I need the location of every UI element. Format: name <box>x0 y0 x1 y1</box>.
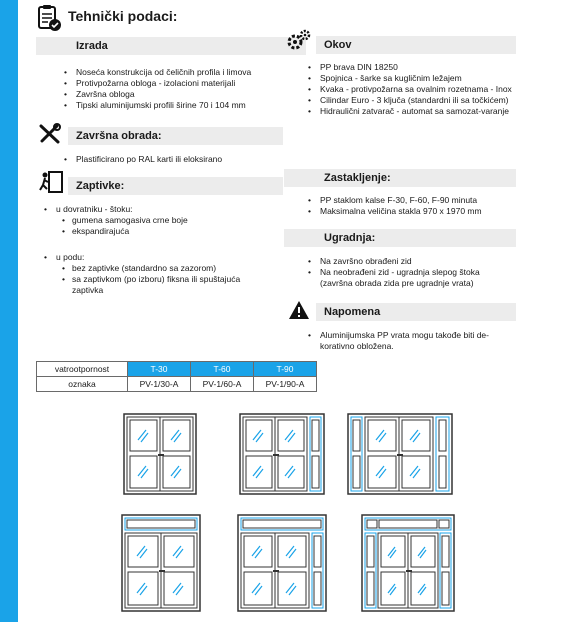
list-item: • Na završno obrađeni zid <box>302 256 512 267</box>
list-item: • Završna obloga <box>58 89 273 100</box>
fire-rating-table <box>36 361 317 392</box>
napomena-header <box>316 303 516 321</box>
door-drawing-double-top-two-sides <box>358 512 458 614</box>
warning-icon <box>288 300 310 320</box>
list-item: • Na neobrađeni zid - ugradnja slepog štoka (završna obrada zida pre ugradnje vrata) <box>302 267 512 289</box>
table-row <box>37 377 317 392</box>
list-item: • PP brava DIN 18250 <box>302 62 512 73</box>
list-item: • Noseća konstrukcija od čeličnih profila i limova <box>58 67 273 78</box>
list-item: • bez zaptivke (standardno sa zazorom) <box>60 263 260 274</box>
list-item: • Cilindar Euro - 3 ključa (standardni ili sa točkićem) <box>302 95 512 106</box>
zavrsna-list <box>58 154 273 165</box>
izrada-heading: Izrada <box>76 40 108 52</box>
zastakljenje-header <box>284 169 516 187</box>
list-item: • Protivpožarna obloga - izolacioni materijali <box>58 78 273 89</box>
napomena-list <box>302 330 507 352</box>
table-row-label: vatrootpornost <box>37 362 128 377</box>
code-cell: PV-1/30-A <box>128 377 191 392</box>
rating-cell: T-90 <box>254 362 317 377</box>
tools-icon <box>38 123 62 145</box>
code-cell: PV-1/60-A <box>191 377 254 392</box>
door-drawing-double-side <box>234 410 330 496</box>
page-title: Tehnički podaci: <box>68 8 178 24</box>
list-item: • gumena samogasiva crne boje <box>60 215 275 226</box>
ugradnja-heading: Ugradnja: <box>324 232 376 244</box>
list-item: • Spojnica - šarke sa kugličnim ležajem <box>302 73 512 84</box>
izrada-list <box>58 67 273 111</box>
napomena-heading: Napomena <box>324 306 381 318</box>
zastakljenje-list <box>302 195 512 217</box>
door-drawing-double-top <box>118 512 204 614</box>
list-item: • sa zaptivkom (po izboru) fiksna ili spuštajuća zaptivka <box>60 274 260 296</box>
izrada-header <box>36 37 306 55</box>
zaptivke-heading: Zaptivke: <box>76 180 125 192</box>
rating-cell: T-60 <box>191 362 254 377</box>
door-exit-icon <box>38 170 64 194</box>
code-cell: PV-1/90-A <box>254 377 317 392</box>
list-item: • Kvaka - protivpožarna sa ovalnim rozetnama - Inox <box>302 84 512 95</box>
list-item: • ekspandirajuća <box>60 226 275 237</box>
list-item: • Tipski aluminijumski profili širine 70 i 104 mm <box>58 100 273 111</box>
table-row-label: oznaka <box>37 377 128 392</box>
table-row <box>37 362 317 377</box>
list-item: • u dovratniku - štoku: <box>38 204 273 215</box>
list-item: • u podu: <box>38 252 273 263</box>
okov-list <box>302 62 512 117</box>
okov-header <box>316 36 516 54</box>
gears-icon <box>286 28 312 52</box>
zavrsna-header <box>68 127 283 145</box>
list-item: • Hidraulični zatvarač - automat sa samozat-varanje <box>302 106 512 117</box>
okov-heading: Okov <box>324 39 352 51</box>
clipboard-check-icon <box>36 4 62 32</box>
zaptivke-group1 <box>38 204 273 215</box>
list-item: • Maksimalna veličina stakla 970 x 1970 mm <box>302 206 512 217</box>
accent-sidebar <box>0 0 18 622</box>
ugradnja-list <box>302 256 512 289</box>
list-item: • Aluminijumska PP vrata mogu takođe biti de-korativno obložena. <box>302 330 507 352</box>
rating-cell: T-30 <box>128 362 191 377</box>
zaptivke-group1-items <box>60 215 275 237</box>
zaptivke-group2-items <box>60 263 260 296</box>
zaptivke-header <box>68 177 283 195</box>
door-drawing-double-two-sides <box>344 410 456 496</box>
zavrsna-heading: Završna obrada: <box>76 130 162 142</box>
list-item: • PP staklom kalse F-30, F-60, F-90 minuta <box>302 195 512 206</box>
zaptivke-group2 <box>38 252 273 263</box>
zastakljenje-heading: Zastakljenje: <box>324 172 391 184</box>
ugradnja-header <box>284 229 516 247</box>
list-item: • Plastificirano po RAL karti ili eloksirano <box>58 154 273 165</box>
door-drawing-double-top-side <box>234 512 330 614</box>
door-drawing-double <box>118 410 204 496</box>
